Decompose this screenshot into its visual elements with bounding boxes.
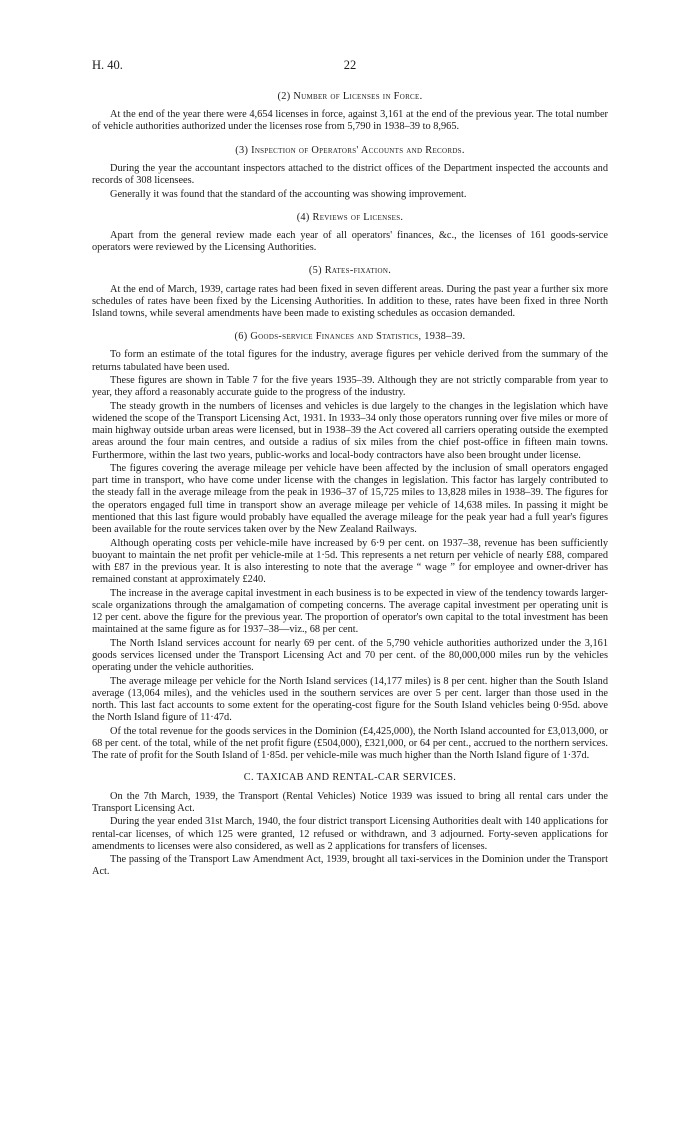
paragraph: The passing of the Transport Law Amendment Act, 1939, brought all taxi-services in the Dominion under the Transport Act. [92,854,608,878]
paragraph: Of the total revenue for the goods services in the Dominion (£4,425,000), the North Island accounted for £3,013,000, or 68 per cent. of the total, while of the net profit figure (£504,000), £321,000, or 64 per cent., accrued to the northern services. The rate of profit for the South Island of 1·85d. per vehicle-mile was much higher than the North Island figure of 1·37d. [92,725,608,762]
section-heading: (3) Inspection of Operators' Accounts and Records. [235,144,465,156]
section-heading: (2) Number of Licenses in Force. [277,91,423,102]
section-heading: (4) Reviews of Licenses. [296,211,404,223]
paragraph: Generally it was found that the standard of the accounting was showing improvement. [110,188,467,200]
paragraph: On the 7th March, 1939, the Transport (Rental Vehicles) Notice 1939 was issued to bring all rental cars under the Transport Licensing Act. [92,790,608,814]
paragraph: The average mileage per vehicle for the North Island services (14,177 miles) is 8 per cent. higher than the South Island average (13,064 miles), and the vehicles used in the southern services are over 5 per cent. larger than those used in the north. This last fact accounts to some extent for the operating-cost figure for the South Island vehicles being 0·95d. above the North Island figure of 11·47d. [92,675,608,724]
paragraph: During the year ended 31st March, 1940, the four district transport Licensing Authorities dealt with 140 applications for rental-car licenses, of which 125 were granted, 12 refused or withdrawn, and 3 adjourned. Forty-seven applications for amendments to licenses were also considered, as well as 2 applications for transfers of licenses. [92,816,608,852]
paragraph: The steady growth in the numbers of licenses and vehicles is due largely to the changes in the legislation which have widened the scope of the Transport Licensing Act, 1931. In 1933–34 only those operators running over five miles or more of main highway outside urban areas were licensed, but in 1938–39 the Act covered all carriers operating outside the exempted areas around the four main centres, and outside a radius of six miles from the chief post-office in fifteen main towns. Furthermore, within the last two years, public-works and local-body contractors have also been brought under license. [92,400,608,461]
page-number: 22 [343,58,357,72]
section-heading: (5) Rates-fixation. [308,265,392,277]
paragraph: These figures are shown in Table 7 for the five years 1935–39. Although they are not strictly comparable from year to year, they afford a reasonably accurate guide to the progress of the industry. [92,375,608,399]
paragraph: The North Island services account for nearly 69 per cent. of the 5,790 vehicle authorities authorized under the 3,161 goods services licensed under the Transport Licensing Act and 70 per cent. of the 80,000,000 miles run by the vehicles operating under the vehicle authorities. [92,637,608,674]
paragraph: At the end of March, 1939, cartage rates had been fixed in seven different areas. During the past year a further six more schedules of rates have been fixed by the Licensing Authorities. In addition to these, rates have been fixed in three North Island towns, while several amendments have been made to existing schedules as occasion demanded. [92,283,608,319]
paragraph: Apart from the general review made each year of all operators' finances, &c., the licenses of 161 goods-service operators were reviewed by the Licensing Authorities. [92,229,608,254]
paragraph: The increase in the average capital investment in each business is to be expected in view of the tendency towards larger-scale organizations through the amalgamation of competing concerns. The average capital investment per operating unit is 12 per cent. above the figure for the previous year. The proportion of operator's own capital to the total investment has been maintained at the same figure as for 1937–38—viz., 68 per cent. [92,587,608,636]
paragraph: The figures covering the average mileage per vehicle have been affected by the inclusion of small operators engaged part time in transport, who have come under license with the changes in legislation. This factor has largely contributed to the steady fall in the average mileage from the peak in 1936–37 of 15,725 miles to 13,828 miles in 1938–39. The figures for the operators engaged full time in transport show an average mileage per vehicle of 14,638 miles. In passing it might be mentioned that this last figure would probably have equalled the average mileage for the peak year had a full year's figures been available for the route services taken over by the New Zealand Railways. [92,463,608,536]
section-heading: (6) Goods-service Finances and Statistics, 1938–39. [234,331,466,343]
document-body [92,80,608,880]
paragraph: During the year the accountant inspectors attached to the district offices of the Department inspected the accounts and records of 308 licensees. [92,162,608,187]
document-reference: H. 40. [92,58,123,72]
paragraph: To form an estimate of the total figures for the industry, average figures per vehicle derived from the summary of the returns tabulated have been used. [92,349,608,373]
section-heading: C. TAXICAB AND RENTAL-CAR SERVICES. [243,772,457,784]
paragraph: At the end of the year there were 4,654 licenses in force, against 3,161 at the end of the previous year. The total number of vehicle authorities authorized under the licenses rose from 5,790 in 1938–39 to 8,965. [92,109,608,133]
paragraph: Although operating costs per vehicle-mile have increased by 6·9 per cent. on 1937–38, revenue has been sufficiently buoyant to maintain the net profit per vehicle-mile at 1·5d. This represents a net return per vehicle of nearly £88, compared with £87 in the previous year. It is also interesting to note that the average “ wage ” for employee and owner-driver has remained constant at approximately £240. [92,537,608,586]
running-header [92,58,608,74]
